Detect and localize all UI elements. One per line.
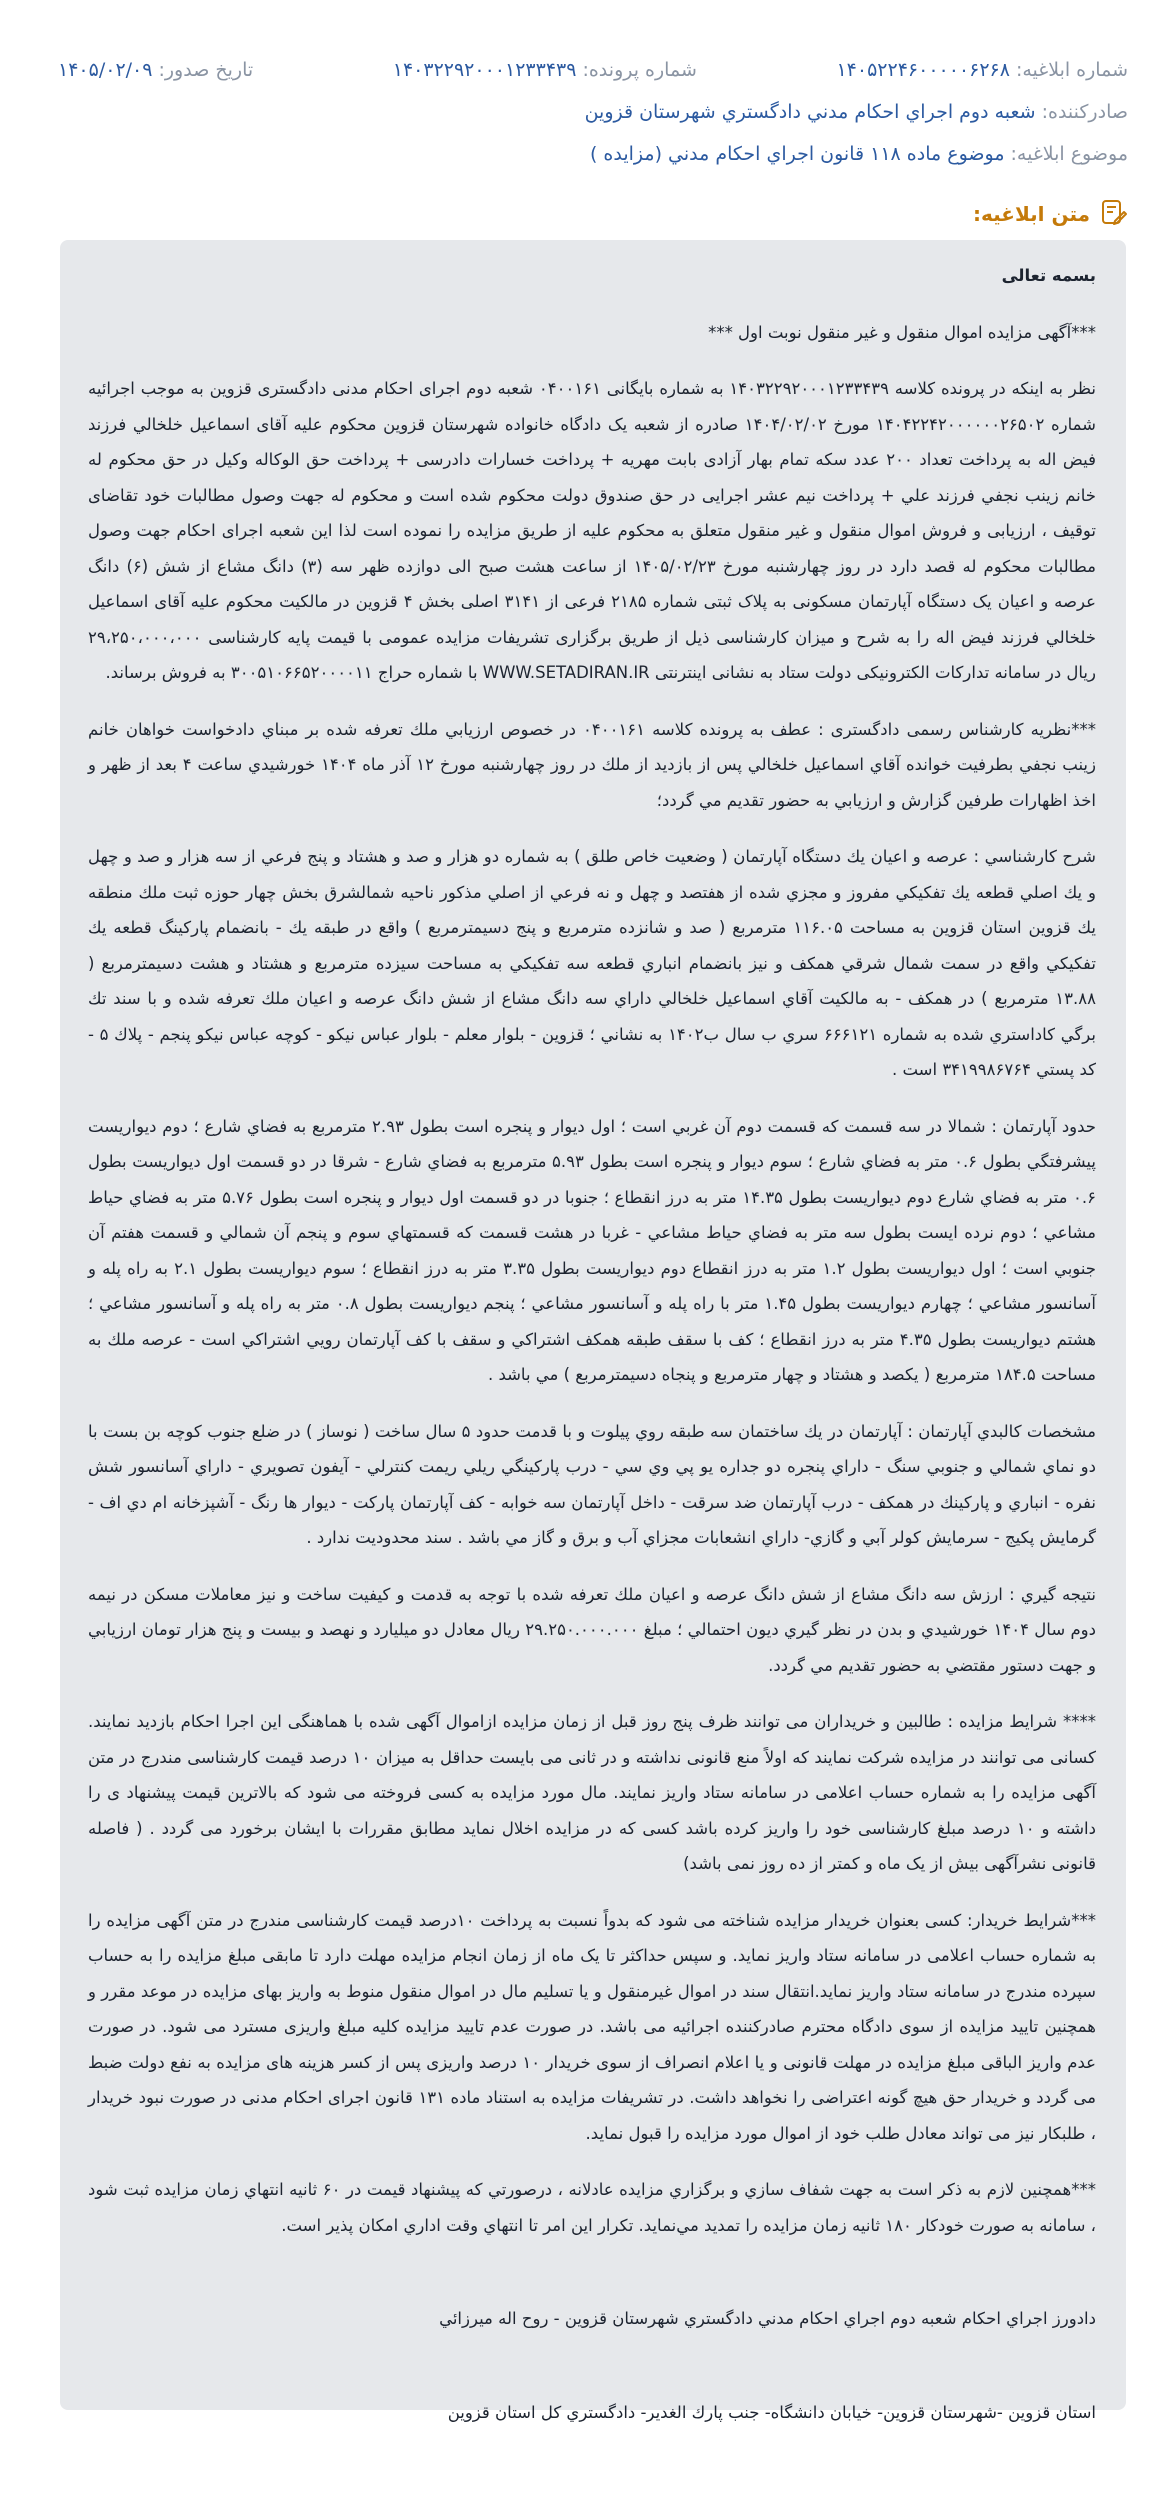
notice-paragraph: نظر به اینکه در پرونده کلاسه ۱۴۰۳۲۲۹۲۰۰۰۱۲۳۳۴۳۹ به شماره بایگانی ۰۴۰۰۱۶۱ شعبه دوم اجرای احکام مدنی دادگستری قزوین به موجب اجرائیه شماره ۱۴۰۴۲۲۴۲۰۰۰۰۰۰۲۶۵۰۲ مورخ ۱۴۰۴/۰۲/۰۲ صادره از شعبه یک دادگاه خانواده شهرستان قزوین محکوم علیه آقای اسماعیل خلخالي فرزند فیض اله به پرداخت تعداد ۲۰۰ عدد سکه تمام بهار آزادی بابت مهریه + پرداخت خسارات دادرسی + پرداخت حق الوکاله وکیل در حق محکوم له خانم زینب نجفي فرزند علي + پرداخت نیم عشر اجرایی در حق صندوق دولت محکوم شده است و محکوم له جهت وصول مطالبات خود تقاضای توقیف ، ارزیابی و فروش اموال منقول و غیر منقول متعلق به محکوم علیه از طریق مزایده را نموده است لذا این شعبه اجرای احکام جهت وصول مطالبات محکوم له قصد دارد در روز چهارشنبه مورخ ۱۴۰۵/۰۲/۲۳ از ساعت هشت صبح الی دوازده ظهر سه (۳) دانگ مشاع از شش (۶) دانگ عرصه و اعیان یک دستگاه آپارتمان مسکونی به پلاک ثبتی شماره ۲۱۸۵ فرعی از ۳۱۴۱ اصلی بخش ۴ قزوین در مالکیت محکوم علیه آقای اسماعیل خلخالي فرزند فیض اله را به شرح و میزان کارشناسی ذیل از طریق برگزاری تشریفات مزایده عمومی با قیمت پایه کارشناسی ۲۹،۲۵۰،۰۰۰،۰۰۰ ریال در سامانه تدارکات الکترونیکی دولت ستاد به نشانی اینترنتی WWW.SETADIRAN.IR با شماره حراج ۳۰۰۵۱۰۶۶۵۲۰۰۰۰۱۱ به فروش برساند. <box>88 379 1097 682</box>
notice-number-value: ۱۴۰۵۲۲۴۶۰۰۰۰۰۶۲۶۸ <box>836 59 1010 81</box>
document-edit-icon <box>1098 197 1128 232</box>
subject-value: موضوع ماده ۱۱۸ قانون اجراي احكام مدني (مزايده ) <box>589 143 1005 165</box>
notice-paragraph: نتيجه گيري : ارزش سه دانگ مشاع از شش دانگ عرصه و اعيان ملك تعرفه شده با توجه به قدمت و كيفيت ساخت و نيز معاملات مسكن در نيمه دوم سال ۱۴۰۴ خورشيدي و بدن در نظر گيري ديون احتمالي ؛ مبلغ ۲۹.۲۵۰.۰۰۰.۰۰۰ ريال معادل دو ميليارد و نهصد و بيست و پنج هزار تومان ارزيابي و جهت دستور مقتضي به حضور تقديم مي گردد. <box>88 1584 1096 1675</box>
notice-paragraph: ***آگهی مزایده اموال منقول و غیر منقول نوبت اول *** <box>708 322 1096 342</box>
issue-date-value: ۱۴۰۵/۰۲/۰۹ <box>58 59 153 81</box>
case-number <box>393 59 697 81</box>
issuer-label: صادرکننده: <box>1041 101 1128 123</box>
notice-text-heading <box>973 198 1128 230</box>
issuer-value: شعبه دوم اجراي احكام مدني دادگستري شهرستان قزوين <box>584 101 1036 123</box>
bailiff-signature: دادورز اجراي احكام شعبه دوم اجراي احكام مدني دادگستري شهرستان قزوين - روح اله ميرزائي <box>439 2309 1096 2328</box>
case-number-value: ۱۴۰۳۲۲۹۲۰۰۰۱۲۳۳۴۳۹ <box>392 59 577 81</box>
notice-paragraph: ***همچنین لازم به ذکر است به جهت شفاف سازي و برگزاري مزايده عادلانه ، درصورتي كه پيشنهاد قيمت در ۶۰ ثانيه انتهاي زمان مزايده ثبت شود ، سامانه به صورت خودكار ۱۸۰ ثانيه زمان مزايده را تمديد مي‌نمايد. تكرار اين امر تا انتهاي وقت اداري امكان پذير است. <box>88 2180 1096 2235</box>
notice-paragraph: مشخصات كالبدي آپارتمان : آپارتمان در يك ساختمان سه طبقه روي پيلوت و با قدمت حدود ۵ سال ساخت ( نوساز ) در ضلع جنوب كوچه بن بست با دو نماي شمالي و جنوبي سنگ - داراي پنجره دو جداره يو پي وي سي - درب پاركينگي ريلي ريمت كنترلي - آيفون تصويري - داراي آسانسور شش نفره - انباري و پاركينك در همكف - درب آپارتمان ضد سرقت - داخل آپارتمان سه خوابه - كف آپارتمان پاركت - ديوار ها رنگ - آشپزخانه ام دي اف - گرمايش پكيج - سرمايش كولر آبي و گازي- داراي انشعابات مجزاي آب و برق و گاز مي باشد . سند محدوديت ندارد . <box>88 1421 1096 1547</box>
court-address: استان قزوين -شهرستان قزوين- خيابان دانشگاه- جنب پارك الغدير- دادگستري كل استان قزوين <box>447 2402 1096 2422</box>
notice-number-label: شماره ابلاغیه: <box>1015 59 1128 81</box>
notice-text-title: متن ابلاغیه: <box>972 202 1090 226</box>
notice-paragraph: **** شرایط مزایده : طالبین و خریداران می توانند ظرف پنج روز قبل از زمان مزایده ازاموال آگهی شده با هماهنگی این اجرا احکام بازدید نمایند. کسانی می توانند در مزایده شرکت نمایند که اولاً منع قانونی نداشته و در ثانی می بایست حداقل به میزان ۱۰ درصد قیمت کارشناسی مندرج در متن آگهی مزایده را به شماره حساب اعلامی در سامانه ستاد واریز نمایند. مال مورد مزایده به کسی فروخته می شود که بالاترین قیمت پیشنهاد ی را داشته و ۱۰ درصد مبلغ کارشناسی خود را واریز کرده باشد کسی که در مزایده اخلال نماید مطابق مقررات با ایشان برخورد می گردد . ( فاصله قانونی نشرآگهی بیش از یک ماه و کمتر از ده روز نمی باشد) <box>88 1712 1096 1873</box>
notice-paragraph: بسمه تعالی <box>1001 266 1096 285</box>
notice-body-panel <box>60 240 1126 2422</box>
subject-label: موضوع ابلاغیه: <box>1010 143 1128 165</box>
issue-date-label: تاریخ صدور: <box>158 59 254 81</box>
notice-meta-row <box>58 52 1128 88</box>
issue-date <box>58 59 253 81</box>
subject-line <box>48 138 1128 170</box>
issuer-line <box>48 96 1128 128</box>
notice-paragraph: شرح کارشناسي : عرصه و اعيان يك دستگاه آپارتمان ( وضعيت خاص طلق ) به شماره دو هزار و صد و هشتاد و پنج فرعي از سه هزار و صد و چهل و يك اصلي قطعه يك تفكيكي مفروز و مجزي شده از هفتصد و چهل و نه فرعي از اصلي مذكور ناحيه شمالشرق بخش چهار حوزه ثبت ملك منطقه يك قزوين استان قزوين به مساحت ۱۱۶.۰۵ مترمربع ( صد و شانزده مترمربع و پنج دسيمترمربع ) واقع در طبقه يك - بانضمام پاركينگ قطعه يك تفكيكي واقع در سمت شمال شرقي همكف و نيز بانضمام انباري قطعه سه تفكيكي به مساحت سيزده مترمربع و هشتاد و هشت دسيمترمربع ( ۱۳.۸۸ مترمربع ) در همكف - به مالكيت آقاي اسماعيل خلخالي داراي سه دانگ مشاع از شش دانگ عرصه و اعيان ملك تعرفه شده و با سند تك برگي كاداستري شده به شماره ۶۶۶۱۲۱ سري ب سال ب۱۴۰۲ به نشاني ؛ قزوين - بلوار معلم - بلوار عباس نيكو - كوچه عباس نيكو پنجم - پلاك ۵ - كد پستي ۳۴۱۹۹۸۶۷۶۴ است . <box>88 847 1096 1079</box>
notice-paragraph: ***شرایط خریدار: کسی بعنوان خریدار مزایده شناخته می شود که بدواً نسبت به پرداخت ۱۰درصد قیمت کارشناسی مندرج در متن آگهی مزایده را به شماره حساب اعلامی در سامانه ستاد واریز نماید. و سپس حداکثر تا یک ماه از زمان انجام مزایده مهلت دارد تا مابقی مبلغ مزایده را به حساب سپرده مندرج در سامانه ستاد واریز نماید.انتقال سند در اموال غیرمنقول و یا تسلیم مال در اموال منقول منوط به واریز بهای مزایده در موعد مقرر و همچنین تایید مزایده از سوی دادگاه محترم صادرکننده اجرائیه می باشد. در صورت عدم تایید مزایده کلیه مبلغ واریزی مسترد می شود. در صورت عدم واریز الباقی مبلغ مزایده در مهلت قانونی و یا اعلام انصراف از سوی خریدار ۱۰ درصد واریزی پس از کسر هزینه های مزایده به نفع دولت ضبط می گردد و خریدار حق هیچ گونه اعتراضی را نخواهد داشت. در تشریفات مزایده به استناد ماده ۱۳۱ قانون اجرای احکام مدنی در صورت نبود خریدار ، طلبکار نیز می تواند معادل طلب خود از اموال مورد مزایده را قبول نماید. <box>88 1910 1097 2143</box>
notice-number <box>836 59 1128 81</box>
case-number-label: شماره پرونده: <box>582 59 697 81</box>
notice-paragraph: حدود آپارتمان : شمالا در سه قسمت كه قسمت دوم آن غربي است ؛ اول ديوار و پنجره است بطول ۲.۹۳ مترمربع به فضاي شارع ؛ دوم ديواريست پيشرفتگي بطول ۰.۶ متر به فضاي شارع ؛ سوم ديوار و پنجره است بطول ۵.۹۳ مترمربع به فضاي شارع - شرقا در دو قسمت اول ديواريست بطول ۰.۶ متر به فضاي شارع دوم ديواريست بطول ۱۴.۳۵ متر به درز انقطاع ؛ جنوبا در دو قسمت اول ديوار و پنجره است بطول ۵.۷۶ متر به فضاي حياط مشاعي ؛ دوم نرده ايست بطول سه متر به فضاي حياط مشاعي - غربا در هشت قسمت كه قسمتهاي سوم و پنجم آن شمالي و قسمت هفتم آن جنوبي است ؛ اول ديواريست بطول ۱.۲ متر به درز انقطاع دوم ديواريست بطول ۳.۳۵ متر به درز انقطاع ؛ سوم ديواريست بطول ۲.۱ به راه پله و آسانسور مشاعي ؛ چهارم ديواريست بطول ۱.۴۵ متر با راه پله و آسانسور مشاعي ؛ پنجم ديواريست بطول ۰.۸ متر به راه پله و آسانسور مشاعي ؛ هشتم ديواريست بطول ۴.۳۵ متر به درز انقطاع ؛ كف با سقف طبقه همكف اشتراكي و سقف با كف آپارتمان رويي اشتراكي است - عرصه ملك به مساحت ۱۸۴.۵ مترمربع ( يكصد و هشتاد و چهار مترمربع و پنجاه دسيمترمربع ) مي باشد . <box>88 1116 1097 1384</box>
notice-paragraph: ***نظریه کارشناس رسمی دادگستری : عطف به پرونده کلاسه ۰۴۰۰۱۶۱ در خصوص ارزيابي ملك تعرفه شده بر مبناي دادخواست خواهان خانم زينب نجفي بطرفيت خوانده آقاي اسماعيل خلخالي پس از بازديد از ملك در روز چهارشنبه مورخ ۱۲ آذر ماه ۱۴۰۴ خورشيدي ساعت ۴ بعد از ظهر و اخذ اظهارات طرفين گزارش و ارزيابي به حضور تقديم مي گردد؛ <box>88 719 1096 810</box>
